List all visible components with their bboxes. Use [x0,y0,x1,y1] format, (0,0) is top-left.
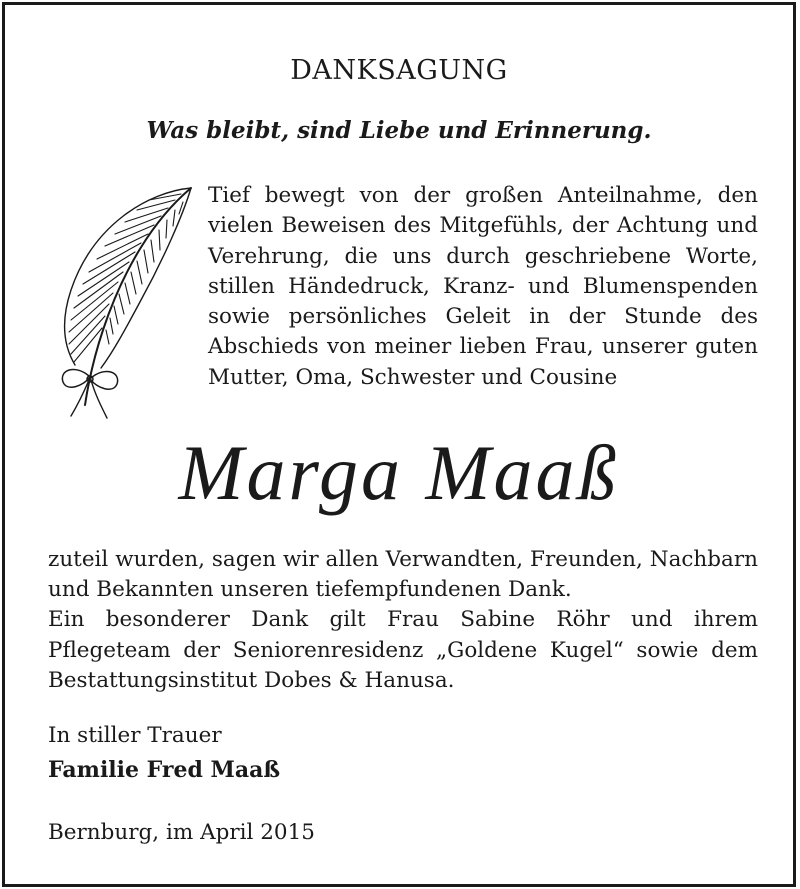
feather-with-ribbon-icon [53,180,198,425]
thanks-body [48,545,758,696]
family-signature: Familie Fred Maaß [48,757,281,783]
special-thanks-paragraph: Ein besonderer Dank gilt Frau Sabine Röhr und ihrem Pflegeteam der Seniorenresidenz „Goldene Kugel“ sowie dem Bestattungsinstitut Dobes & Hanusa. [48,607,758,693]
intro-paragraph: Tief bewegt von der großen Anteilnahme, den vielen Beweisen des Mitgefühls, der Achtung und Verehrung, die uns durch geschriebene Worte, stillen Händedruck, Kranz- und Blumenspenden sowie persönliches Geleit in der Stunde des Abschieds von meiner lieben Frau, unserer guten Mutter, Oma, Schwester und Cousine [208,183,758,390]
thanks-paragraph: zuteil wurden, sagen wir allen Verwandten, Freunden, Nachbarn und Bekannten unseren tiefempfundenen Dank. [48,547,758,603]
place-date: Bernburg, im April 2015 [48,820,315,845]
obituary-notice-frame [2,2,796,887]
notice-heading: DANKSAGUNG [290,55,508,86]
deceased-name: Marga Maaß [178,429,620,516]
mourning-line: In stiller Trauer [48,723,222,748]
notice-motto: Was bleibt, sind Liebe und Erinnerung. [146,117,652,144]
